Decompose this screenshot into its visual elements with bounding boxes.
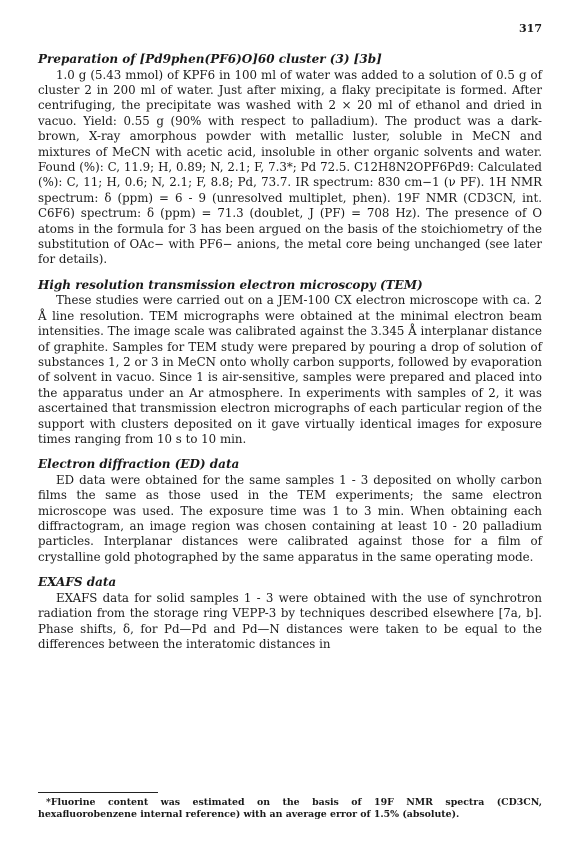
main-content: [38, 52, 542, 662]
footnote: *Fluorine content was estimated on the basis of 19F NMR spectra (CD3CN, hexafluorobenzene internal reference) with an average error of 1.5% (absolute).: [38, 797, 542, 820]
section-ed: [38, 457, 542, 565]
section-paragraph: 1.0 g (5.43 mmol) of KPF6 in 100 ml of water was added to a solution of 0.5 g of cluster 2 in 200 ml of water. Just after mixing, a flaky precipitate is formed. After centrifuging, the precipitate was washed with 2 × 20 ml of ethanol and dried in vacuo. Yield: 0.55 g (90% with respect to palladium). The product was a dark-brown, X-ray amorphous powder with metallic luster, soluble in MeCN and mixtures of MeCN with acetic acid, insoluble in other organic solvents and water. Found (%): C, 11.9; H, 0.89; N, 2.1; F, 7.3*; Pd 72.5. C12H8N2OPF6Pd9: Calculated (%): C, 11; H, 0.6; N, 2.1; F, 8.8; Pd, 73.7. IR spectrum: 830 cm−1 (ν PF). 1H NMR spectrum: δ (ppm) = 6 - 9 (unresolved multiplet, phen). 19F NMR (CD3CN, int. C6F6) spectrum: δ (ppm) = 71.3 (doublet, J (PF) = 708 Hz). The presence of O atoms in the formula for 3 has been argued on the basis of the stoichiometry of the substitution of OAc− with PF6− anions, the metal core being unchanged (see later for details).: [38, 67, 542, 267]
section-heading: Electron diffraction (ED) data: [38, 457, 240, 472]
section-heading: High resolution transmission electron microscopy (TEM): [38, 277, 423, 292]
section-heading: EXAFS data: [38, 575, 117, 590]
section-preparation: [38, 52, 542, 268]
section-exafs: [38, 575, 542, 652]
section-paragraph: These studies were carried out on a JEM-100 CX electron microscope with ca. 2 Å line resolution. TEM micrographs were obtained at the minimal electron beam intensities. The image scale was calibrated against the 3.345 Å interplanar distance of graphite. Samples for TEM study were prepared by pouring a drop of solution of substances 1, 2 or 3 in MeCN onto wholly carbon supports, followed by evaporation of solvent in vacuo. Since 1 is air-sensitive, samples were prepared and placed into the apparatus under an Ar atmosphere. In experiments with samples of 2, it was ascertained that transmission electron micrographs of each particular region of the support with clusters deposited on it gave virtually identical images for exposure times ranging from 10 s to 10 min.: [38, 293, 542, 446]
section-paragraph: EXAFS data for solid samples 1 - 3 were obtained with the use of synchrotron radiation from the storage ring VEPP-3 by techniques described elsewhere [7a, b]. Phase shifts, δ, for Pd—Pd and Pd—N distances were taken to be equal to the differences between the interatomic distances in: [38, 590, 542, 651]
footnote-area: [38, 792, 542, 821]
page-number: 317: [519, 22, 542, 35]
footnote-rule: [38, 792, 158, 793]
section-paragraph: ED data were obtained for the same samples 1 - 3 deposited on wholly carbon films the same as those used in the TEM experiments; the same electron microscope was used. The exposure time was 1 to 3 min. When obtaining each diffractogram, an image region was chosen containing at least 10 - 20 palladium particles. Interplanar distances were calibrated against those for a film of crystalline gold photographed by the same apparatus in the same operating mode.: [38, 472, 542, 564]
section-heading: Preparation of [Pd9phen(PF6)O]60 cluster (3) [3b]: [38, 52, 382, 66]
section-tem: [38, 278, 542, 448]
